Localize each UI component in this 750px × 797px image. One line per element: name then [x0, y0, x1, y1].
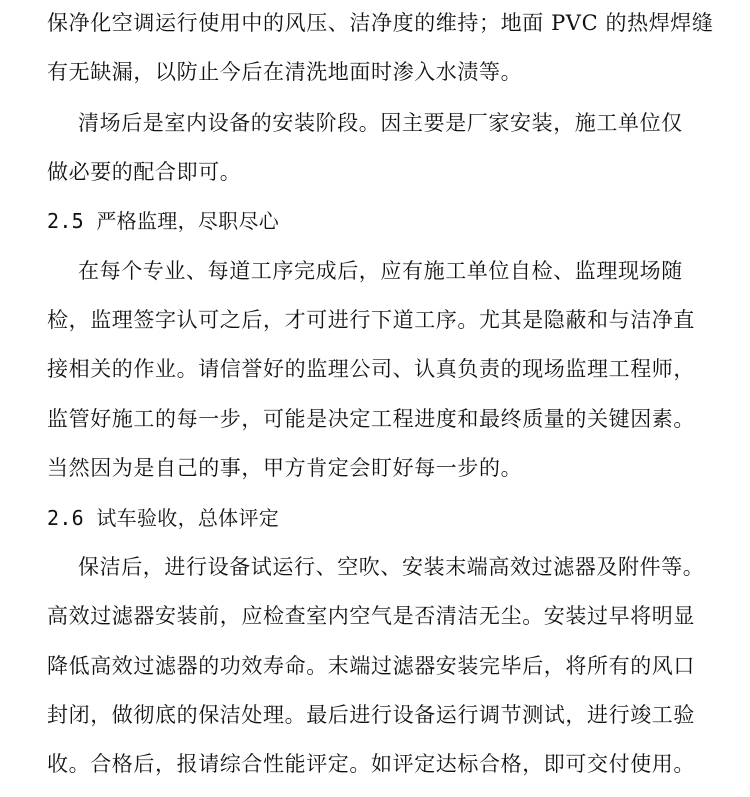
- paragraph-line: 有无缺漏，以防止今后在清洗地面时渗入水渍等。: [47, 60, 523, 84]
- paragraph-line: 在每个专业、每道工序完成后，应有施工单位自检、监理现场随: [78, 259, 683, 283]
- paragraph-line: 当然因为是自己的事，甲方肯定会盯好每一步的。: [47, 456, 523, 480]
- section-heading-2-6: 2.6 试车验收，总体评定: [47, 506, 280, 530]
- paragraph-line: 接相关的作业。请信誉好的监理公司、认真负责的现场监理工程师，: [47, 357, 695, 381]
- paragraph-line: 保净化空调运行使用中的风压、洁净度的维持；地面 PVC 的热焊焊缝: [47, 11, 714, 35]
- paragraph-line: 检，监理签字认可之后，才可进行下道工序。尤其是隐蔽和与洁净直: [47, 308, 695, 332]
- paragraph-line: 封闭，做彻底的保洁处理。最后进行设备运行调节测试，进行竣工验: [47, 703, 695, 727]
- paragraph-line: 清场后是室内设备的安装阶段。因主要是厂家安装，施工单位仅: [78, 111, 683, 135]
- section-heading-2-5: 2.5 严格监理，尽职尽心: [47, 209, 280, 233]
- paragraph-line: 高效过滤器安装前，应检查室内空气是否清洁无尘。安装过早将明显: [47, 604, 695, 628]
- paragraph-line: 监管好施工的每一步，可能是决定工程进度和最终质量的关键因素。: [47, 407, 695, 431]
- paragraph-line: 做必要的配合即可。: [47, 160, 242, 184]
- paragraph-line: 保洁后，进行设备试运行、空吹、安装末端高效过滤器及附件等。: [78, 555, 705, 579]
- paragraph-line: 降低高效过滤器的功效寿命。末端过滤器安装完毕后，将所有的风口: [47, 654, 695, 678]
- paragraph-line: 收。合格后，报请综合性能评定。如评定达标合格，即可交付使用。: [47, 752, 695, 776]
